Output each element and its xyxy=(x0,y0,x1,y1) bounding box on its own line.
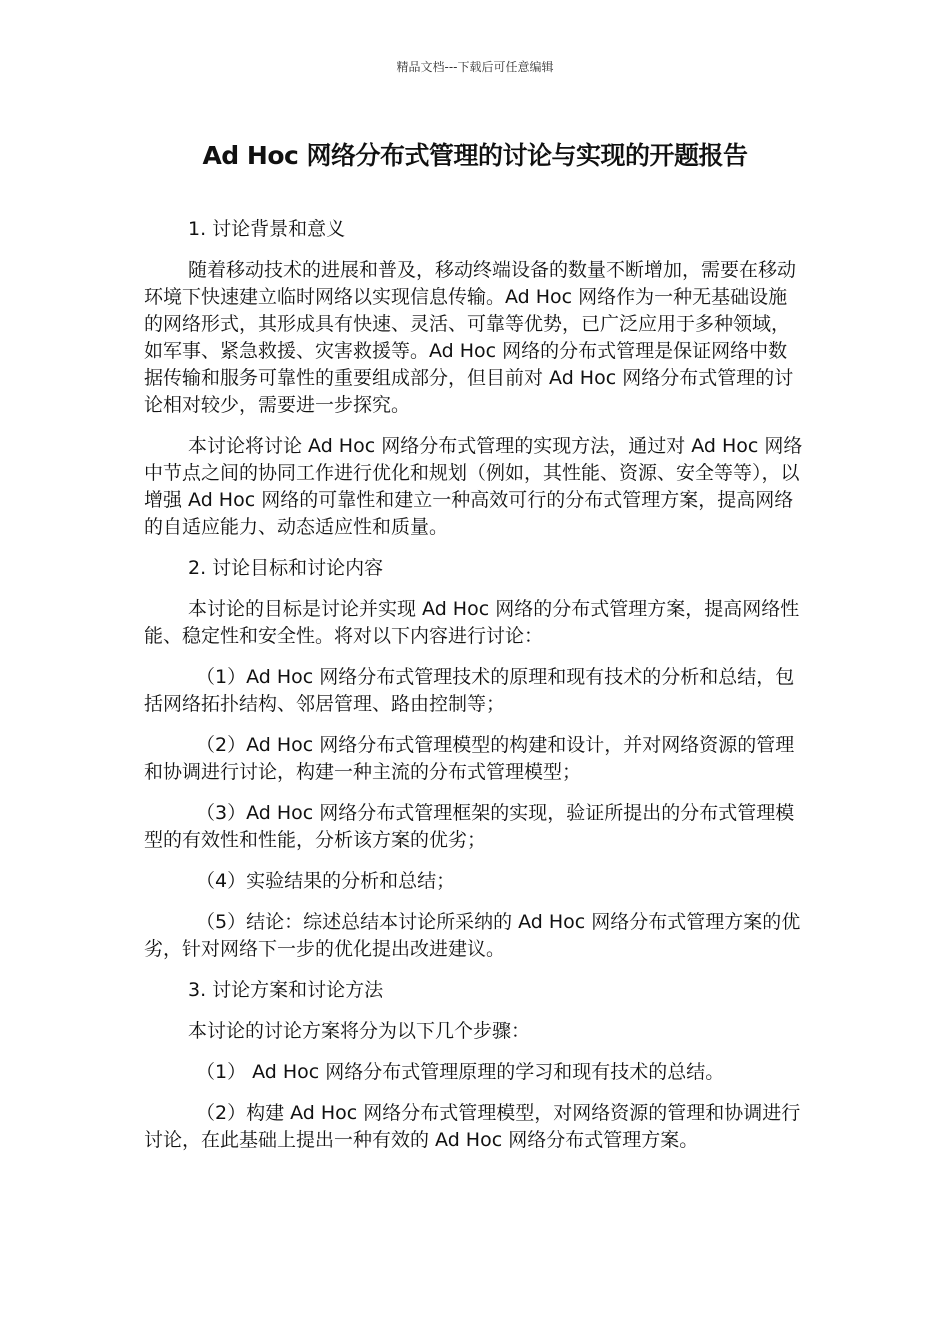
section-1-heading: 1. 讨论背景和意义 xyxy=(188,218,346,240)
section-3-item-2: （2）构建 Ad Hoc 网络分布式管理模型，对网络资源的管理和协调进行讨论，在此基础上提出一种有效的 Ad Hoc 网络分布式管理方案。 xyxy=(144,1102,801,1151)
section-1-paragraph-1: 随着移动技术的进展和普及，移动终端设备的数量不断增加，需要在移动环境下快速建立临时网络以实现信息传输。Ad Hoc 网络作为一种无基础设施的网络形式，其形成具有快速、灵活、可靠等优势，已广泛应用于多种领域，如军事、紧急救援、灾害救援等。Ad Hoc 网络的分布式管理是保证网络中数据传输和服务可靠性的重要组成部分，但目前对 Ad Hoc 网络分布式管理的讨论相对较少，需要进一步探究。 xyxy=(144,259,797,416)
section-2-item-5: （5）结论：综述总结本讨论所采纳的 Ad Hoc 网络分布式管理方案的优劣，针对网络下一步的优化提出改进建议。 xyxy=(144,911,801,960)
section-2-item-1: （1）Ad Hoc 网络分布式管理技术的原理和现有技术的分析和总结，包括网络拓扑结构、邻居管理、路由控制等； xyxy=(144,666,795,715)
section-2-item-4: （4）实验结果的分析和总结； xyxy=(196,870,456,892)
section-2-heading: 2. 讨论目标和讨论内容 xyxy=(188,557,384,579)
document-title: Ad Hoc 网络分布式管理的讨论与实现的开题报告 xyxy=(202,141,748,170)
document-body xyxy=(144,216,806,1168)
section-2-intro: 本讨论的目标是讨论并实现 Ad Hoc 网络的分布式管理方案，提高网络性能、稳定性和安全性。将对以下内容进行讨论： xyxy=(144,598,800,647)
section-1-paragraph-2: 本讨论将讨论 Ad Hoc 网络分布式管理的实现方法，通过对 Ad Hoc 网络中节点之间的协同工作进行优化和规划（例如，其性能、资源、安全等等），以增强 Ad Hoc 网络的可靠性和建立一种高效可行的分布式管理方案，提高网络的自适应能力、动态适应性和质量。 xyxy=(144,435,803,538)
section-3-heading: 3. 讨论方案和讨论方法 xyxy=(188,979,384,1001)
section-2-item-2: （2）Ad Hoc 网络分布式管理模型的构建和设计，并对网络资源的管理和协调进行讨论，构建一种主流的分布式管理模型； xyxy=(144,734,795,783)
section-3-item-1: （1） Ad Hoc 网络分布式管理原理的学习和现有技术的总结。 xyxy=(196,1061,725,1083)
header-note: 精品文档---下载后可任意编辑 xyxy=(396,60,554,74)
section-3-intro: 本讨论的讨论方案将分为以下几个步骤： xyxy=(188,1020,531,1042)
section-2-item-3: （3）Ad Hoc 网络分布式管理框架的实现，验证所提出的分布式管理模型的有效性和性能，分析该方案的优劣； xyxy=(144,802,795,851)
